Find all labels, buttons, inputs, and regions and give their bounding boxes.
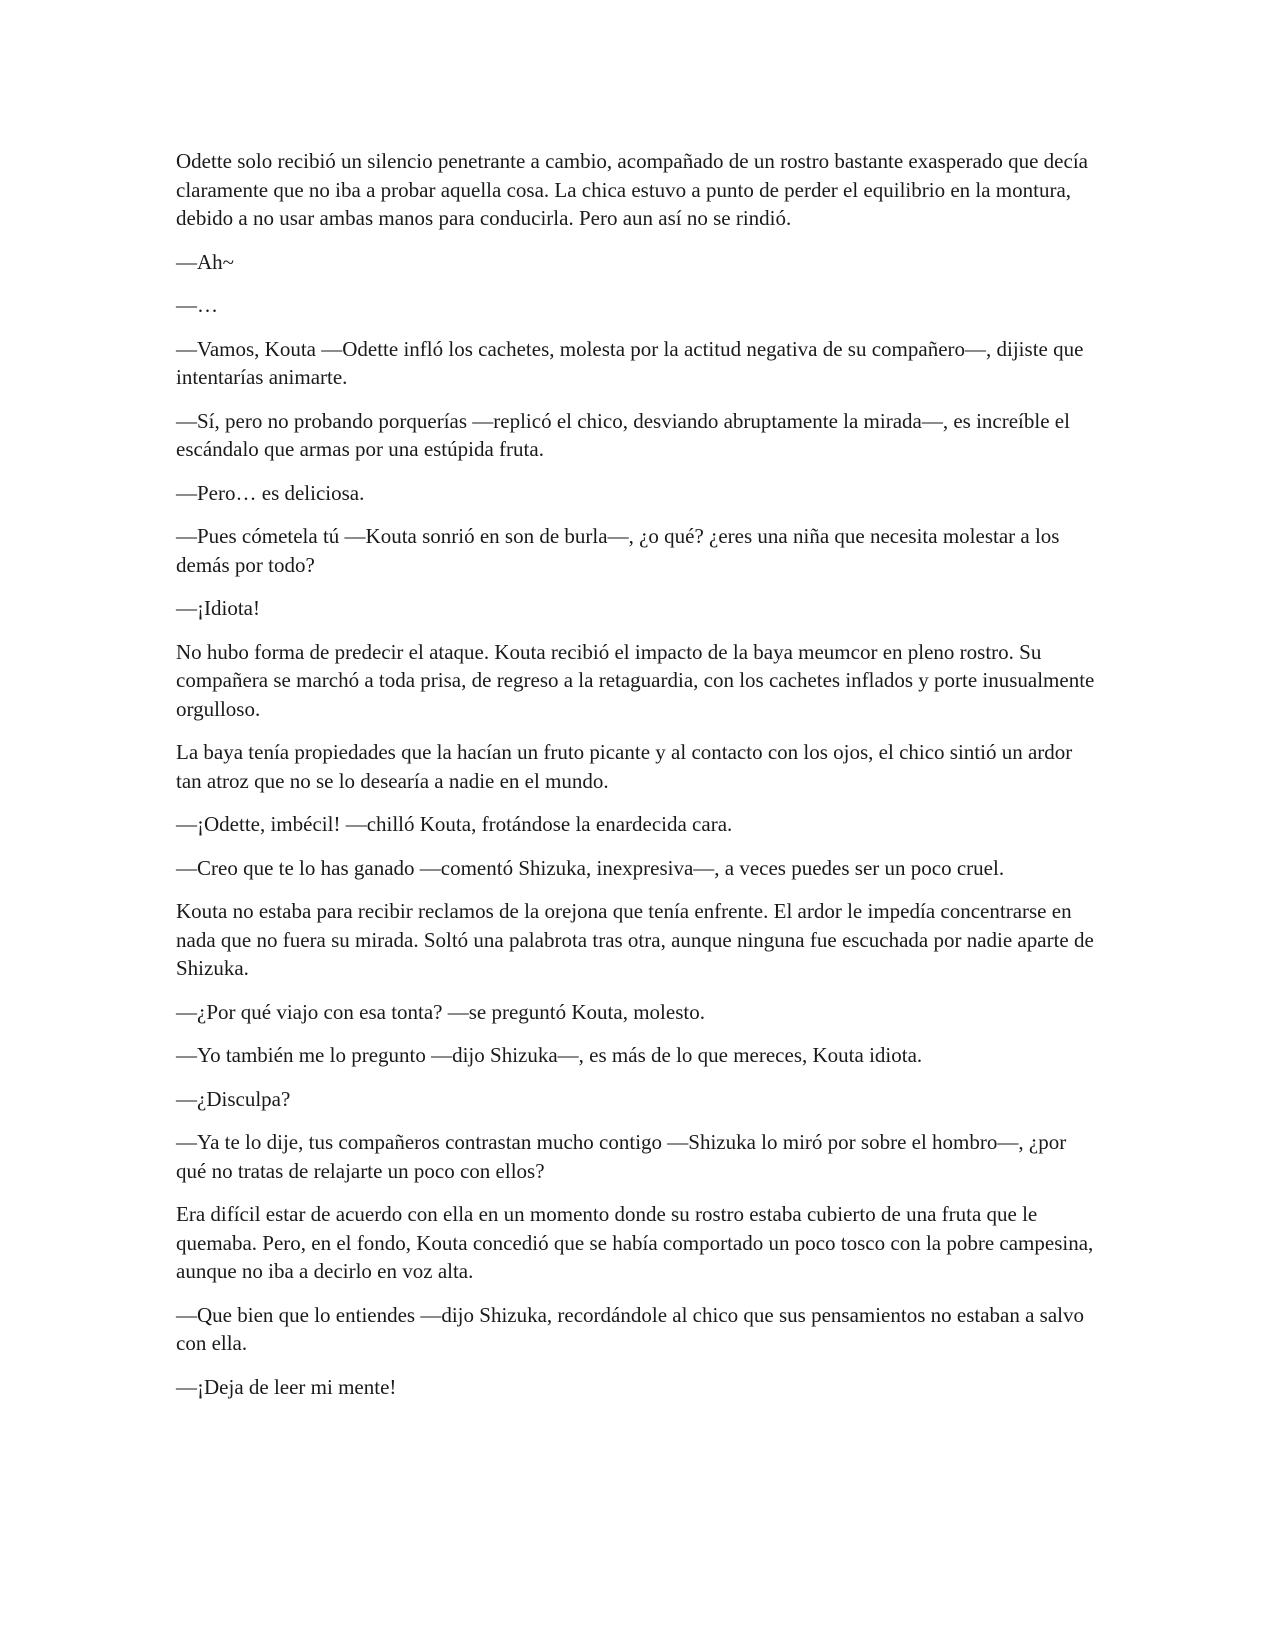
dialogue-line: —Yo también me lo pregunto —dijo Shizuka—, es más de lo que mereces, Kouta idiota. <box>176 1043 923 1067</box>
dialogue-line: —… <box>176 293 218 317</box>
dialogue-line: —Que bien que lo entiendes —dijo Shizuka, recordándole al chico que sus pensamientos no estaban a salvo con ella. <box>176 1302 1085 1355</box>
paragraph: Era difícil estar de acuerdo con ella en un momento donde su rostro estaba cubierto de una fruta que le quemaba. Pero, en el fondo, Kouta concedió que se había comportado un poco tosco con la pobre campesina, aunque no iba a decirlo en voz alta. <box>176 1202 1094 1283</box>
dialogue-line: —¡Odette, imbécil! —chilló Kouta, frotándose la enardecida cara. <box>176 812 733 836</box>
dialogue-line: —Ah~ <box>176 249 235 274</box>
body-text <box>176 147 1096 1416</box>
dialogue-line: —Sí, pero no probando porquerías —replicó el chico, desviando abruptamente la mirada—, es increíble el escándalo que armas por una estúpida fruta. <box>176 408 1070 461</box>
paragraph: Odette solo recibió un silencio penetrante a cambio, acompañado de un rostro bastante exasperado que decía claramente que no iba a probar aquella cosa. La chica estuvo a punto de perder el equilibrio en la montura, debido a no usar ambas manos para conducirla. Pero aun así no se rindió. <box>176 149 1088 230</box>
paragraph: No hubo forma de predecir el ataque. Kouta recibió el impacto de la baya meumcor en pleno rostro. Su compañera se marchó a toda prisa, de regreso a la retaguardia, con los cachetes inflados y porte inusualmente orgulloso. <box>176 639 1095 721</box>
dialogue-line: —¡Idiota! <box>176 596 260 620</box>
dialogue-line: —Creo que te lo has ganado —comentó Shizuka, inexpresiva—, a veces puedes ser un poco cruel. <box>176 855 1005 880</box>
paragraph: Kouta no estaba para recibir reclamos de la orejona que tenía enfrente. El ardor le impedía concentrarse en nada que no fuera su mirada. Soltó una palabrota tras otra, aunque ninguna fue escuchada por nadie aparte de Shizuka. <box>176 899 1094 980</box>
dialogue-line: —Ya te lo dije, tus compañeros contrastan mucho contigo —Shizuka lo miró por sobre el hombro—, ¿por qué no tratas de relajarte un poco con ellos? <box>176 1130 1067 1183</box>
dialogue-line: —Vamos, Kouta —Odette infló los cachetes, molesta por la actitud negativa de su compañero—, dijiste que intentarías animarte. <box>176 336 1084 389</box>
dialogue-line: —¡Deja de leer mi mente! <box>176 1374 397 1399</box>
dialogue-line: —¿Por qué viajo con esa tonta? —se preguntó Kouta, molesto. <box>176 999 705 1024</box>
dialogue-line: —Pero… es deliciosa. <box>176 480 365 505</box>
dialogue-line: —Pues cómetela tú —Kouta sonrió en son de burla—, ¿o qué? ¿eres una niña que necesita molestar a los demás por todo? <box>176 524 1060 577</box>
dialogue-line: —¿Disculpa? <box>176 1086 291 1111</box>
paragraph: La baya tenía propiedades que la hacían un fruto picante y al contacto con los ojos, el chico sintió un ardor tan atroz que no se lo desearía a nadie en el mundo. <box>176 740 1073 793</box>
